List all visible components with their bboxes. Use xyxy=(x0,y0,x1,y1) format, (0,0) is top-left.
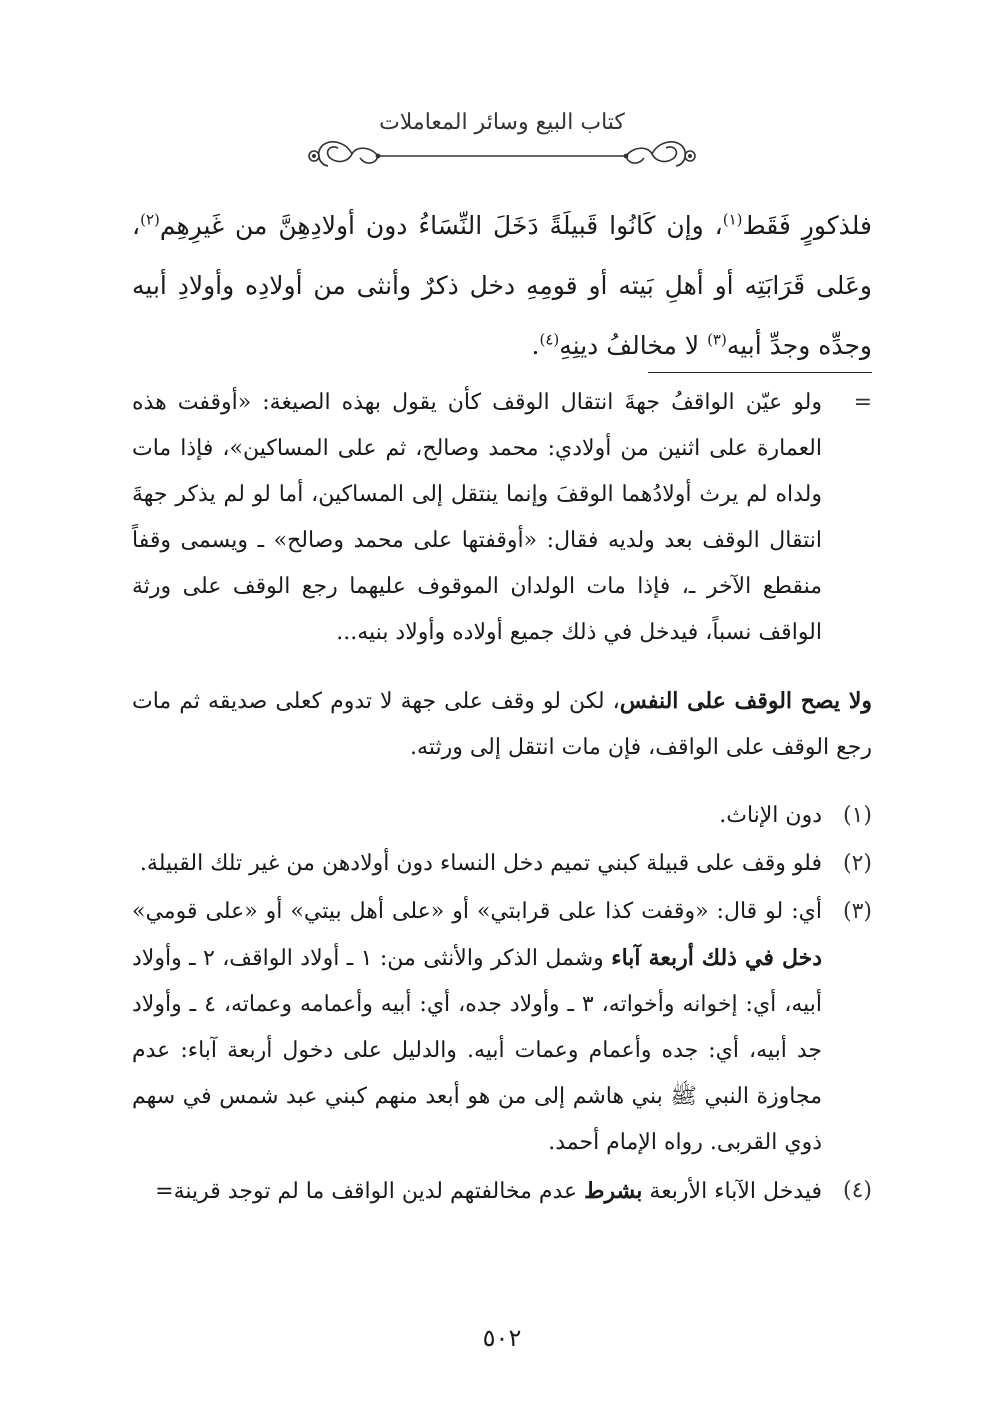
footnote-2 xyxy=(132,841,872,887)
footnote-ref-1[interactable]: (١) xyxy=(722,210,743,229)
continuation-text: ولو عيّن الواقفُ جهةَ انتقال الوقف كأن يقول بهذه الصيغة: «أوقفت هذه العمارة على اثنين من أولادي: محمد وصالح، ثم على المساكين»، فإذا مات ولداه لم يرث أولادُهما الوقفَ وإنما ينتقل إلى المساكين، أما لو لم يذكر جهةَ انتقال الوقف بعد ولديه فقال: «أوقفتها على محمد وصالح» ـ ويسمى وقفاً منقطع الآخر ـ، فإذا مات الولدان الموقوف عليهما رجع الوقف على ورثة الواقف نسباً، فيدخل في ذلك جميع أولاده وأولاد بنيه... xyxy=(132,390,823,645)
footnote-1 xyxy=(132,793,872,839)
continuation-note xyxy=(132,380,872,656)
main-paragraph xyxy=(132,196,872,376)
footnote-bold: بشرط xyxy=(584,1178,643,1204)
main-text-segment: . xyxy=(531,331,540,360)
footnote-marker: (٤) xyxy=(842,1178,872,1203)
main-text xyxy=(132,196,872,376)
commentary-bold: ولا يصح الوقف على النفس xyxy=(619,688,872,714)
commentary-text: ، لكن لو وقف على جهة لا تدوم كعلى صديقه ثم مات رجع الوقف على الواقف، فإن مات انتقل إلى ورثته. xyxy=(132,689,872,760)
footnote-3 xyxy=(132,889,872,1166)
main-text-segment: ، وعَلى قَرَابَتِه أو أهلِ بَيته أو قومِهِ دخل ذكرٌ وأنثى من أولادِه وأولادِ أبيه وجدِّه وجدِّ أبيه xyxy=(132,211,872,360)
header-ornament-icon xyxy=(300,128,704,176)
footnote-separator xyxy=(648,372,872,373)
footnote-text: عدم مخالفتهم لدين الواقف ما لم توجد قرينة= xyxy=(155,1179,585,1204)
footnote-bold: دخل في ذلك أربعة آباء xyxy=(611,945,823,971)
footnote-ref-3[interactable]: (٣) xyxy=(707,330,727,349)
footnote-4 xyxy=(132,1168,872,1215)
page-number: ٥٠٢ xyxy=(482,1324,522,1352)
footnote-text: دون الإناث. xyxy=(719,803,822,828)
footnote-marker: (٢) xyxy=(842,851,872,876)
footnote-text: وشمل الذكر والأنثى من: ١ ـ أولاد الواقف، ٢ ـ وأولاد أبيه، أي: إخوانه وأخواته، ٣ ـ وأولاد جده، أي: أبيه وأعمامه وعماته، ٤ ـ وأولاد جد أبيه، أي: جده وأعمام وعمات أبيه. والدليل على دخول أربعة آباء: عدم مجاوزة النبي ﷺ بني هاشم إلى من هو أبعد منهم كبني عبد شمس في سهم ذوي القربى. رواه الإمام أحمد. xyxy=(132,946,822,1155)
footnote-ref-2[interactable]: (٢) xyxy=(140,210,160,229)
commentary-paragraph xyxy=(132,678,872,771)
footnote-ref-4[interactable]: (٤) xyxy=(539,330,560,349)
footnote-text: فيدخل الآباء الأربعة xyxy=(642,1179,822,1204)
main-text-segment: فلذكورٍ فَقَط xyxy=(742,211,872,240)
main-text-segment: ، وإن كَانُوا قَبيلَةً دَخَلَ النِّسَاءُ دون أولادِهِنَّ من غَيرِهِم xyxy=(159,211,723,240)
running-header xyxy=(300,108,704,178)
header-title: كتاب البيع وسائر المعاملات xyxy=(379,110,625,135)
footnote-marker: (١) xyxy=(842,803,872,828)
footnote-marker: (٣) xyxy=(842,899,872,924)
footnote-text: فلو وقف على قبيلة كبني تميم دخل النساء دون أولادهن من غير تلك القبيلة. xyxy=(139,851,822,876)
continuation-marker: = xyxy=(853,390,872,415)
footnotes-area xyxy=(132,380,872,1217)
footnote-text: أي: لو قال: «وقفت كذا على قرابتي» أو «على أهل بيتي» أو «على قومي» xyxy=(132,899,822,924)
main-text-segment: لا مخالفُ دينِهِ xyxy=(559,331,708,360)
